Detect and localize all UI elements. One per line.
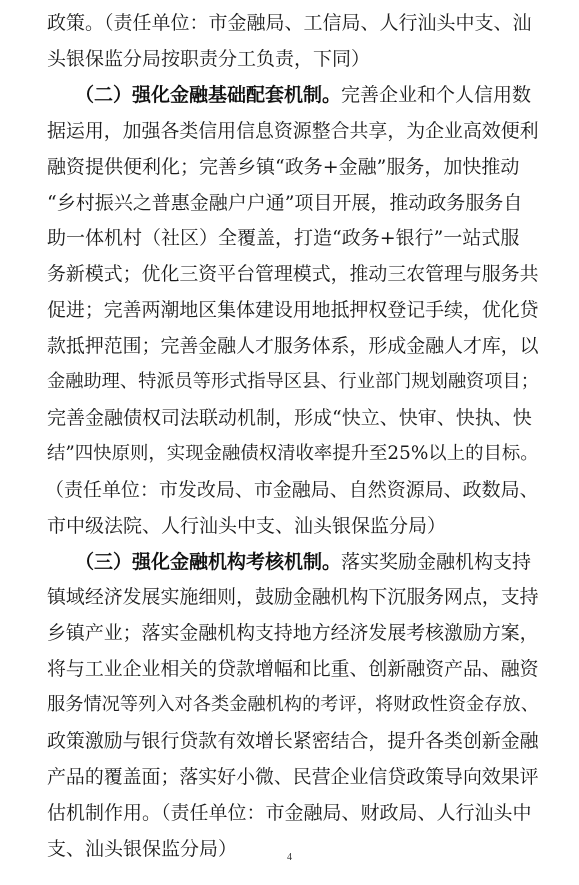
text-line — [0, 364, 579, 400]
text-line — [0, 149, 579, 185]
text-line — [0, 256, 579, 292]
text-segment: 完善企业和个人信用数 — [341, 83, 532, 106]
text-line — [0, 292, 579, 328]
section-heading: （三）强化金融机构考核机制。 — [75, 550, 342, 573]
text-line — [0, 651, 579, 687]
text-line — [0, 400, 579, 436]
text-line — [0, 77, 579, 113]
text-line — [0, 579, 579, 615]
text-segment: 据运用，加强各类信用信息资源整合共享，为企业高效便利 — [47, 119, 539, 142]
text-line — [0, 759, 579, 795]
text-segment: 镇域经济发展实施细则，鼓励金融机构下沉服务网点，支持 — [47, 586, 539, 609]
text-segment: 市中级法院、人行汕头中支、汕头银保监分局） — [47, 514, 447, 537]
section-heading: （二）强化金融基础配套机制。 — [75, 83, 342, 106]
text-line — [0, 436, 579, 472]
text-segment: 务新模式；优化三资平台管理模式，推动三农管理与服务共 — [47, 263, 539, 286]
text-segment: 乡镇产业；落实金融机构支持地方经济发展考核激励方案， — [47, 622, 539, 645]
text-segment: 支、汕头银保监分局） — [47, 837, 238, 860]
text-line — [0, 508, 579, 544]
text-segment: 产品的覆盖面；落实好小微、民营企业信贷政策导向效果评 — [47, 765, 539, 788]
text-segment: 金融助理、特派员等形式指导区县、行业部门规划融资项目； — [47, 371, 539, 392]
text-segment: 融资提供便利化；完善乡镇“政务+金融”服务，加快推动 — [47, 155, 520, 178]
text-segment: “乡村振兴之普惠金融户户通”项目开展，推动政务服务自 — [47, 191, 523, 214]
text-line — [0, 723, 579, 759]
text-line — [0, 185, 579, 221]
text-segment: 政策。（责任单位：市金融局、工信局、人行汕头中支、汕 — [47, 12, 532, 34]
text-line — [0, 41, 579, 77]
text-segment: 完善金融债权司法联动机制，形成“快立、快审、快执、快 — [47, 406, 532, 429]
text-line — [0, 795, 579, 831]
text-segment: 将与工业企业相关的贷款增幅和比重、创新融资产品、融资 — [47, 658, 539, 681]
text-line — [0, 687, 579, 723]
text-line — [0, 113, 579, 149]
text-line — [0, 220, 579, 256]
text-line — [0, 5, 579, 41]
text-segment: 服务情况等列入对各类金融机构的考评，将财政性资金存放、 — [47, 694, 539, 716]
text-segment: 头银保监分局按职责分工负责，下同） — [47, 47, 371, 70]
text-line — [0, 328, 579, 364]
text-line — [0, 615, 579, 651]
text-segment: 助一体机村（社区）全覆盖，打造“政务+银行”一站式服 — [47, 227, 520, 250]
text-line — [0, 544, 579, 580]
text-segment: 款抵押范围；完善金融人才服务体系，形成金融人才库，以 — [47, 335, 539, 358]
text-segment: 落实奖励金融机构支持 — [341, 550, 532, 573]
text-segment: （责任单位：市发改局、市金融局、自然资源局、政数局、 — [45, 478, 539, 501]
text-segment: 结”四快原则，实现金融债权清收率提升至25%以上的目标。 — [47, 442, 539, 464]
text-segment: 估机制作用。（责任单位：市金融局、财政局、人行汕头中 — [47, 801, 532, 824]
text-segment: 政策激励与银行贷款有效增长紧密结合，提升各类创新金融 — [47, 730, 539, 752]
text-segment: 促进；完善两潮地区集体建设用地抵押权登记手续，优化贷 — [47, 299, 539, 322]
text-line — [0, 472, 579, 508]
page-number: 4 — [287, 852, 292, 863]
